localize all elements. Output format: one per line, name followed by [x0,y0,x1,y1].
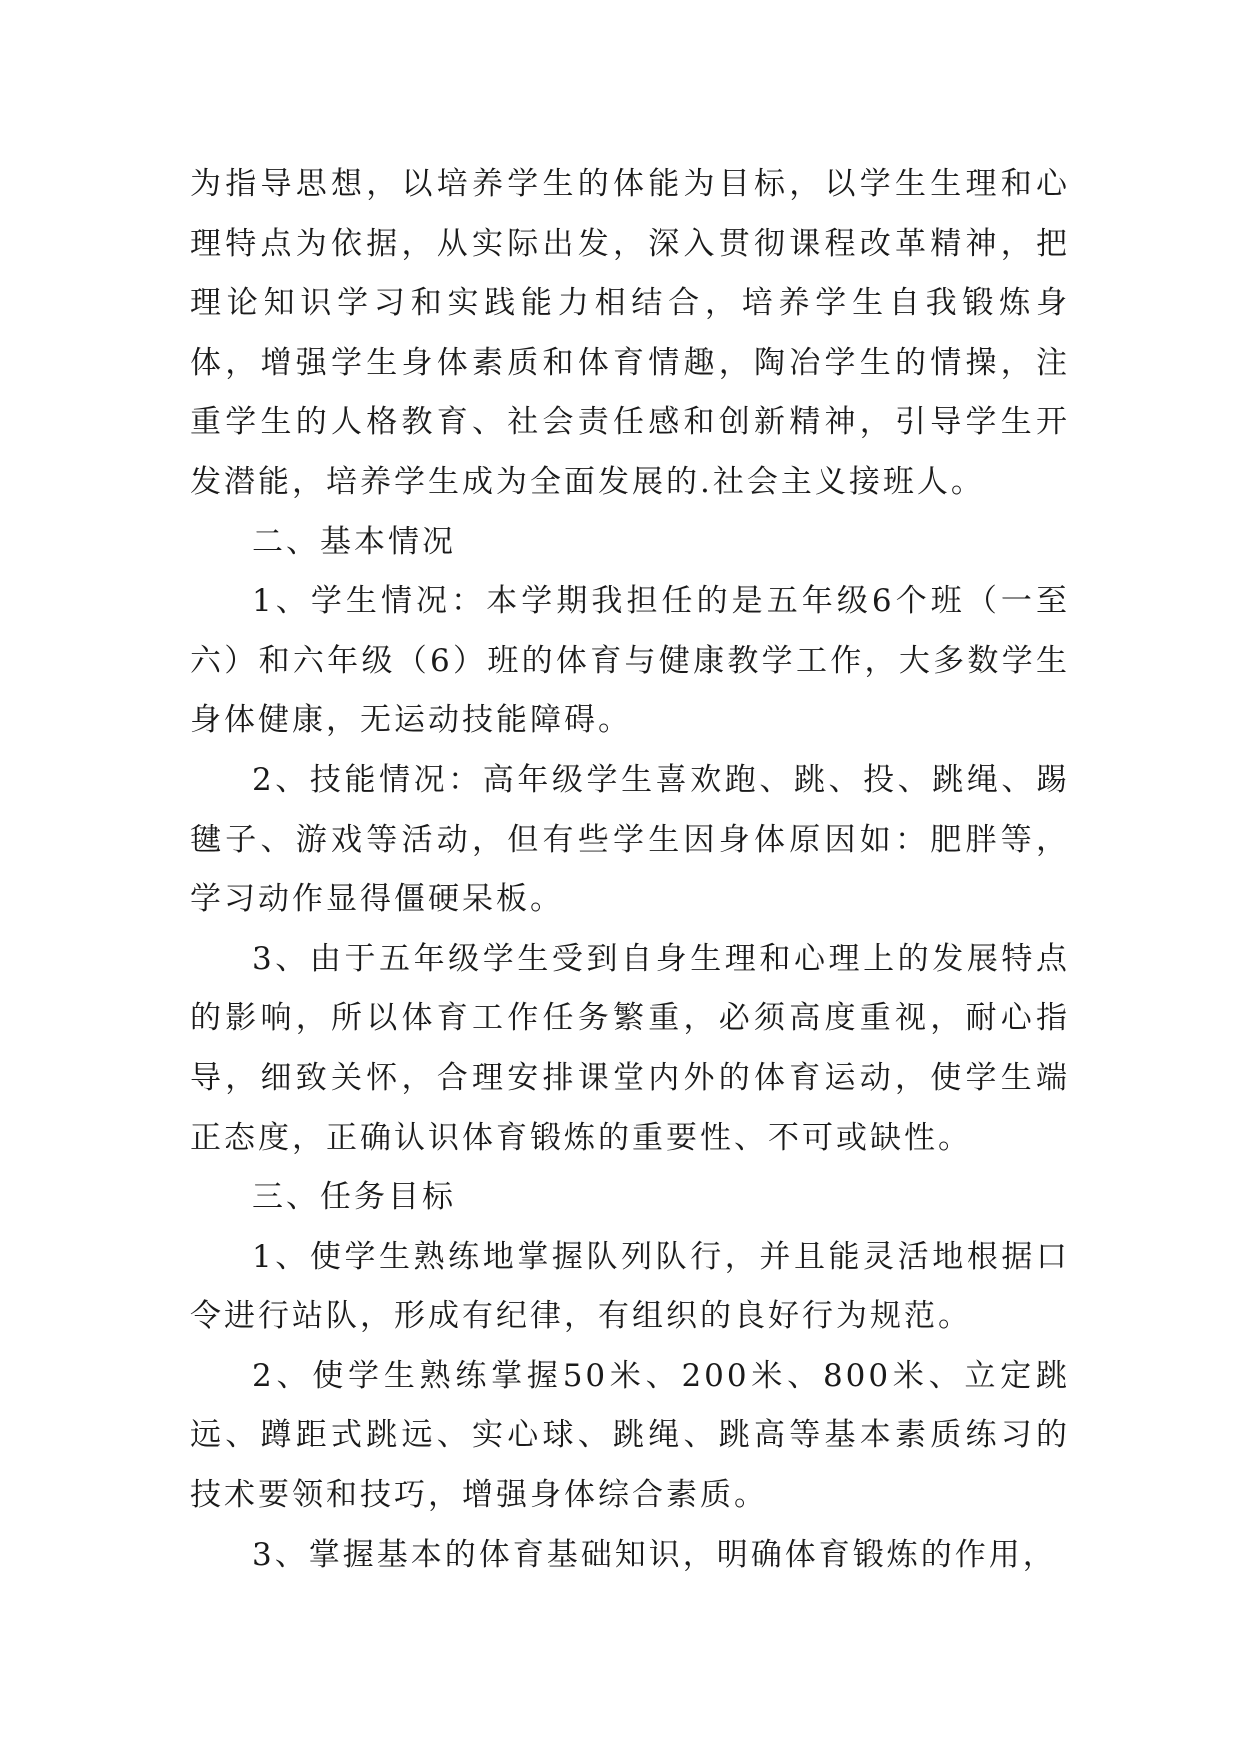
heading-basic-situation: 二、基本情况 [252,523,456,560]
document-body [190,155,1070,1585]
paragraph-grade-five-development: 3、由于五年级学生受到自身生理和心理上的发展特点的影响，所以体育工作任务繁重，必须高度重视，耐心指导，细致关怀，合理安排课堂内外的体育运动，使学生端正态度，正确认识体育锻炼的重要性、不可或缺性。 [190,940,1070,1156]
paragraph-goal-skills: 2、使学生熟练掌握50米、200米、800米、立定跳远、蹲距式跳远、实心球、跳绳、跳高等基本素质练习的技术要领和技巧，增强身体综合素质。 [190,1357,1070,1514]
paragraph-goal-knowledge: 3、掌握基本的体育基础知识，明确体育锻炼的作用， [252,1536,1057,1573]
paragraph-skill-situation: 2、技能情况：高年级学生喜欢跑、跳、投、跳绳、踢毽子、游戏等活动，但有些学生因身体原因如：肥胖等，学习动作显得僵硬呆板。 [190,761,1070,918]
paragraph-goal-formation: 1、使学生熟练地掌握队列队行，并且能灵活地根据口令进行站队，形成有纪律，有组织的良好行为规范。 [190,1238,1070,1335]
paragraph-student-situation: 1、学生情况：本学期我担任的是五年级6个班（一至六）和六年级（6）班的体育与健康教学工作，大多数学生身体健康，无运动技能障碍。 [190,583,1070,739]
paragraph-guiding-ideology: 为指导思想，以培养学生的体能为目标，以学生生理和心理特点为依据，从实际出发，深入贯彻课程改革精神，把理论知识学习和实践能力相结合，培养学生自我锻炼身体，增强学生身体素质和体育情趣，陶冶学生的情操，注重学生的人格教育、社会责任感和创新精神，引导学生开发潜能，培养学生成为全面发展的.社会主义接班人。 [190,166,1070,500]
heading-task-goals: 三、任务目标 [252,1179,456,1216]
